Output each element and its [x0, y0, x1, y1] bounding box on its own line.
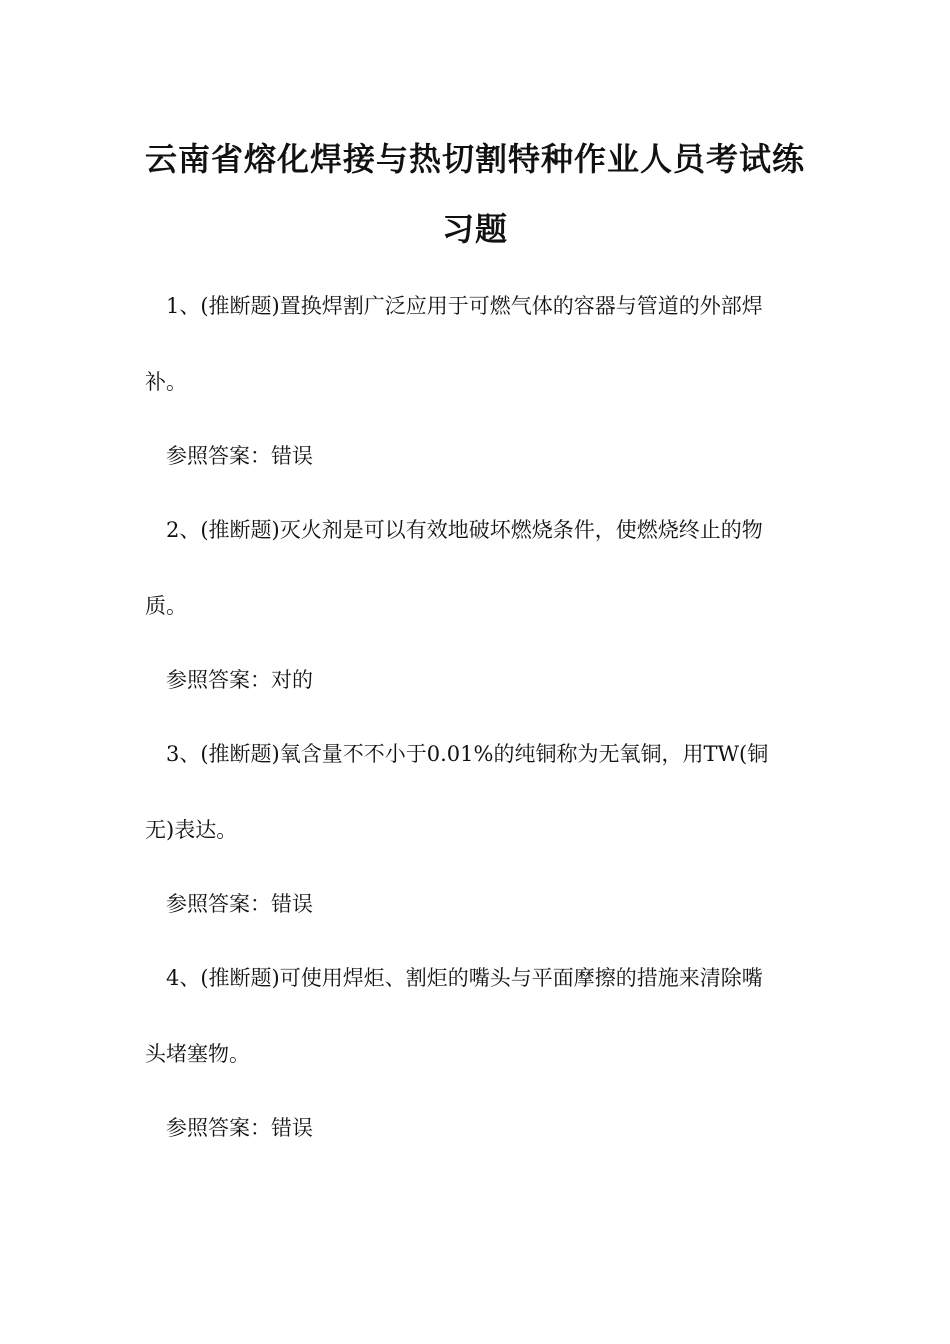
document-title-line-1: 云南省熔化焊接与热切割特种作业人员考试练 [144, 140, 805, 178]
question-2-answer: 参照答案：对的 [166, 668, 313, 692]
question-2-text-line-1: 2、(推断题)灭火剂是可以有效地破坏燃烧条件，使燃烧终止的物 [166, 518, 763, 542]
question-3-text-line-1: 3、(推断题)氧含量不不小于0.01%的纯铜称为无氧铜，用TW(铜 [166, 742, 769, 766]
question-3-answer: 参照答案：错误 [166, 892, 313, 916]
question-2-text-line-2: 质。 [145, 594, 187, 618]
question-4-text-line-2: 头堵塞物。 [145, 1042, 250, 1066]
question-3-text-line-2: 无)表达。 [145, 818, 238, 842]
question-4-answer: 参照答案：错误 [166, 1116, 313, 1140]
question-1-answer: 参照答案：错误 [166, 444, 313, 468]
question-1-text-line-2: 补。 [145, 370, 187, 394]
document-title-line-2: 习题 [441, 210, 508, 248]
question-1-text-line-1: 1、(推断题)置换焊割广泛应用于可燃气体的容器与管道的外部焊 [166, 294, 763, 318]
question-4-text-line-1: 4、(推断题)可使用焊炬、割炬的嘴头与平面摩擦的措施来清除嘴 [166, 966, 763, 990]
